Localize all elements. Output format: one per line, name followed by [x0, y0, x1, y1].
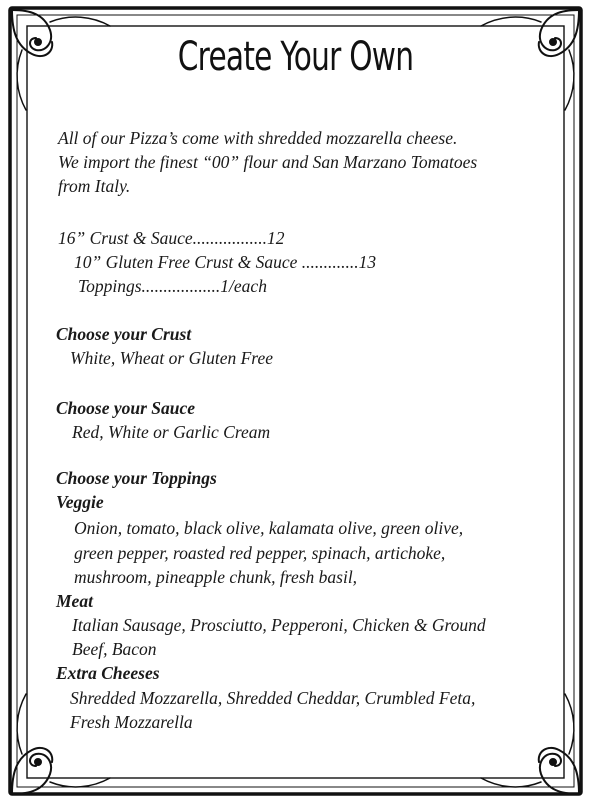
veggie-heading: Veggie: [56, 492, 104, 512]
intro-line: We import the finest “00” flour and San Marzano Tomatoes: [58, 152, 478, 172]
cheese-list-line: Fresh Mozzarella: [70, 712, 193, 732]
veggie-list-line: Onion, tomato, black olive, kalamata olive, green olive,: [74, 518, 464, 538]
meat-list-line: Italian Sausage, Prosciutto, Pepperoni, Chicken & Ground: [72, 615, 486, 635]
page-title: Create Your Own: [177, 34, 414, 80]
meat-list-line: Beef, Bacon: [72, 639, 157, 659]
veggie-list-line: mushroom, pineapple chunk, fresh basil,: [74, 567, 358, 587]
sauce-heading: Choose your Sauce: [56, 398, 196, 418]
sauce-options: Red, White or Garlic Cream: [72, 422, 271, 442]
cheese-list-line: Shredded Mozzarella, Shredded Cheddar, Crumbled Feta,: [70, 688, 476, 708]
crust-options: White, Wheat or Gluten Free: [70, 348, 273, 368]
price-gluten-free-crust: 10” Gluten Free Crust & Sauce .............13: [74, 252, 377, 272]
intro-line: from Italy.: [58, 176, 131, 196]
intro-line: All of our Pizza’s come with shredded mozzarella cheese.: [58, 128, 458, 148]
crust-heading: Choose your Crust: [56, 324, 192, 344]
meat-heading: Meat: [56, 591, 93, 611]
price-large-crust: 16” Crust & Sauce.................12: [58, 228, 285, 248]
price-toppings: Toppings..................1/each: [78, 276, 267, 296]
veggie-list-line: green pepper, roasted red pepper, spinach, artichoke,: [74, 543, 446, 563]
toppings-heading: Choose your Toppings: [56, 468, 217, 488]
cheese-heading: Extra Cheeses: [56, 663, 160, 683]
